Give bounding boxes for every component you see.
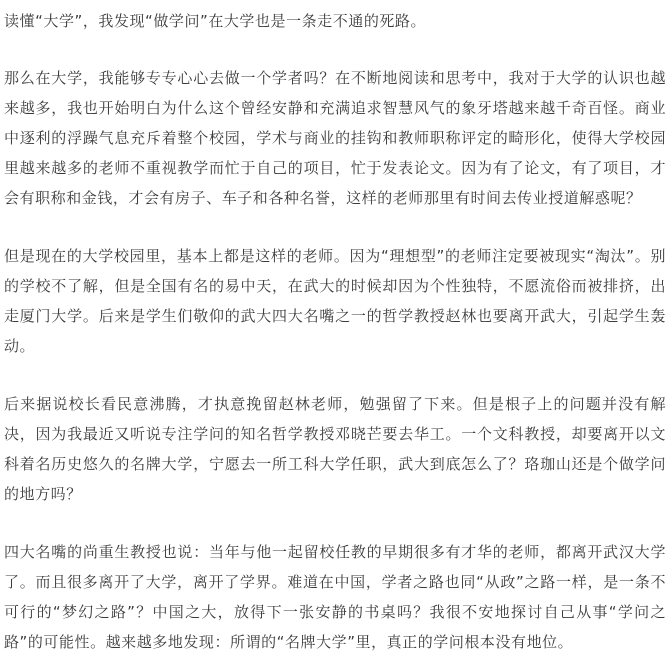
paragraph-2: 那么在大学，我能够专专心心去做一个学者吗？在不断地阅读和思考中，我对于大学的认识也越来越多，我也开始明白为什么这个曾经安静和充满追求智慧风气的象牙塔越来越千奇百怪。商业中逐利的浮躁气息充斥着整个校园，学术与商业的挂钩和教师职称评定的畸形化，使得大学校园里越来越多的老师不重视教学而忙于自己的项目，忙于发表论文。因为有了论文，有了项目，才会有职称和金钱，才会有房子、车子和各种名誉，这样的老师那里有时间去传业授道解惑呢？ xyxy=(4,69,666,207)
paragraph-3: 但是现在的大学校园里，基本上都是这样的老师。因为“理想型”的老师注定要被现实“淘汰”。别的学校不了解，但是全国有名的易中天，在武大的时候却因为个性独特，不愿流俗而被排挤，出走厦门大学。后来是学生们敬仰的武大四大名嘴之一的哲学教授赵林也要离开武大，引起学生轰动。 xyxy=(4,247,666,355)
paragraph-4: 后来据说校长看民意沸腾，才执意挽留赵林老师，勉强留了下来。但是根子上的问题并没有解决，因为我最近又听说专注学问的知名哲学教授邓晓芒要去华工。一个文科教授，却要离开以文科着名历史悠久的名牌大学，宁愿去一所工科大学任职，武大到底怎么了？珞珈山还是个做学问的地方吗？ xyxy=(4,395,666,503)
paragraph-5: 四大名嘴的尚重生教授也说：当年与他一起留校任教的早期很多有才华的老师，都离开武汉大学了。而且很多离开了大学，离开了学界。难道在中国，学者之路也同“从政”之路一样，是一条不可行的“梦幻之路”？中国之大，放得下一张安静的书桌吗？我很不安地探讨自己从事“学问之路”的可能性。越来越多地发现：所谓的“名牌大学”里，真正的学问根本没有地位。 xyxy=(4,543,666,651)
paragraph-1: 读懂“大学”，我发现“做学问”在大学也是一条走不通的死路。 xyxy=(4,12,427,30)
